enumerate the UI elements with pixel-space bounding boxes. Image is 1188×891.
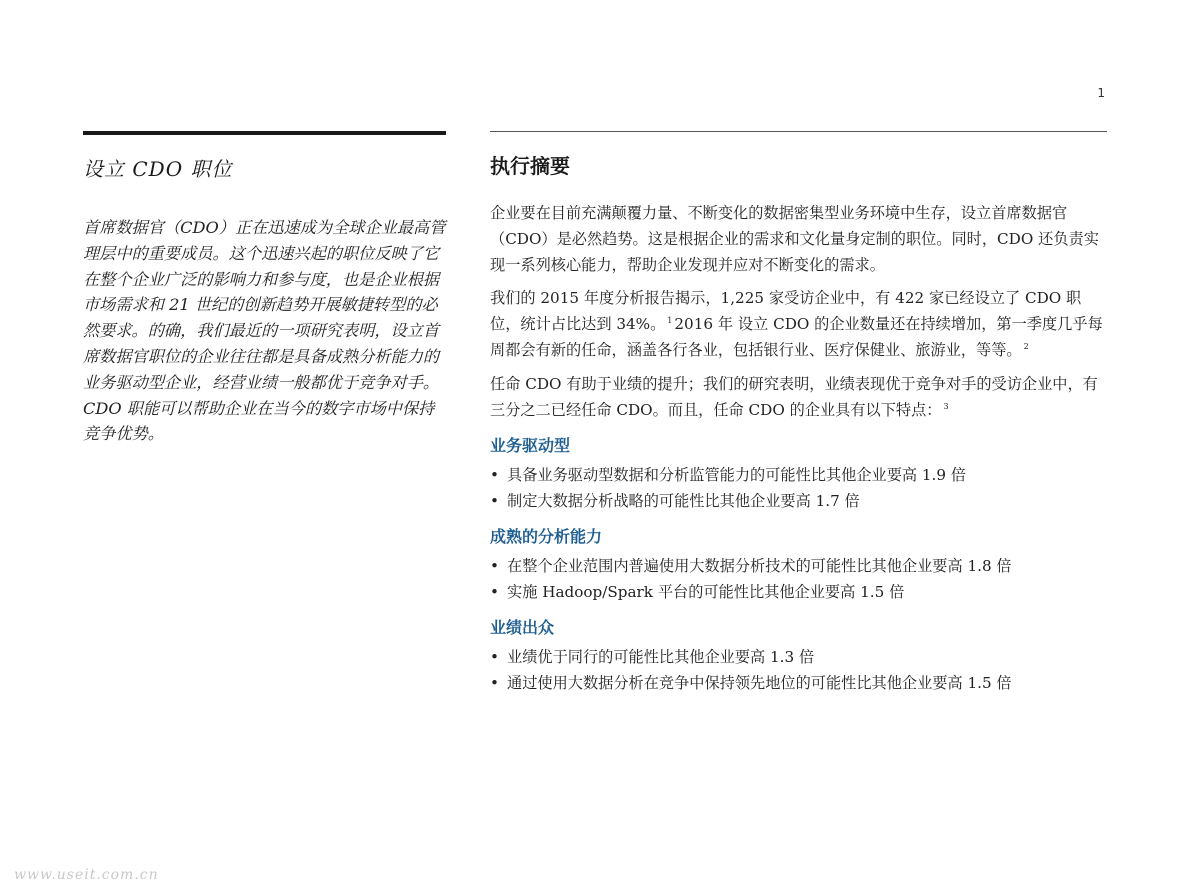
bullet-list-business-driven — [490, 463, 1107, 514]
list-item — [490, 489, 1107, 515]
list-item — [490, 580, 1107, 606]
bullet-icon: • — [490, 673, 499, 692]
site-watermark: www.useit.com.cn — [14, 867, 159, 883]
bullet-icon: • — [490, 466, 499, 485]
paragraph-3 — [490, 372, 1107, 424]
bullet-list-outperform — [490, 645, 1107, 696]
footnote-ref-2[interactable]: 2 — [1023, 341, 1029, 351]
list-item — [490, 554, 1107, 580]
main-column — [490, 131, 1107, 696]
section-title: 执行摘要 — [490, 154, 570, 178]
paragraph-3-text: 任命 CDO 有助于业绩的提升；我们的研究表明，业绩表现优于竞争对手的受访企业中，有三分之二已经任命 CDO。而且，任命 CDO 的企业具有以下特点： — [490, 374, 1098, 419]
sidebar-title: 设立 CDO 职位 — [83, 157, 233, 181]
footnote-ref-1[interactable]: 1 — [667, 316, 673, 326]
footnote-ref-3[interactable]: 3 — [943, 401, 949, 411]
page-number: 1 — [1097, 86, 1105, 100]
bullet-icon: • — [490, 648, 499, 667]
sidebar-body: 首席数据官（CDO）正在迅速成为全球企业最高管理层中的重要成员。这个迅速兴起的职位反映了它在整个企业广泛的影响力和参与度，也是企业根据市场需求和 21 世纪的创新趋势开展敏捷转型的必然要求。的确，我们最近的一项研究表明，设立首席数据官职位的企业往往都是具备成熟分析能力的业务驱动型企业，经营业绩一般都优于竞争对手。CDO 职能可以帮助企业在当今的数字市场中保持竞争优势。 — [83, 218, 446, 444]
list-item-text: 业绩优于同行的可能性比其他企业要高 1.3 倍 — [507, 648, 815, 667]
list-item-text: 通过使用大数据分析在竞争中保持领先地位的可能性比其他企业要高 1.5 倍 — [507, 673, 1012, 692]
bullet-list-mature-analytics — [490, 554, 1107, 605]
subheading-business-driven: 业务驱动型 — [490, 436, 571, 456]
list-item — [490, 645, 1107, 671]
subheading-mature-analytics: 成熟的分析能力 — [490, 527, 603, 547]
list-item-text: 在整个企业范围内普遍使用大数据分析技术的可能性比其他企业要高 1.8 倍 — [507, 557, 1012, 576]
list-item — [490, 463, 1107, 489]
bullet-icon: • — [490, 491, 499, 510]
subheading-outperform: 业绩出众 — [490, 618, 555, 638]
list-item — [490, 671, 1107, 697]
list-item-text: 制定大数据分析战略的可能性比其他企业要高 1.7 倍 — [507, 491, 860, 510]
bullet-icon: • — [490, 582, 499, 601]
sidebar-column — [83, 131, 446, 447]
list-item-text: 具备业务驱动型数据和分析监管能力的可能性比其他企业要高 1.9 倍 — [507, 466, 967, 485]
bullet-icon: • — [490, 557, 499, 576]
right-divider — [490, 131, 1107, 132]
paragraph-2-text-b: 2016 年 设立 CDO 的企业数量还在持续增加，第一季度几乎每周都会有新的任命，涵盖各行各业，包括银行业、医疗保健业、旅游业，等等。 — [490, 315, 1103, 359]
paragraph-1: 企业要在目前充满颠覆力量、不断变化的数据密集型业务环境中生存，设立首席数据官（CDO）是必然趋势。这是根据企业的需求和文化量身定制的职位。同时，CDO 还负责实现一系列核心能力，帮助企业发现并应对不断变化的需求。 — [490, 204, 1099, 274]
paragraph-2 — [490, 286, 1107, 363]
left-divider — [83, 131, 446, 135]
paragraph-2-text-a: 我们的 2015 年度分析报告揭示，1,225 家受访企业中，有 422 家已经设立了 CDO 职位，统计占比达到 34%。 — [490, 289, 1082, 334]
list-item-text: 实施 Hadoop/Spark 平台的可能性比其他企业要高 1.5 倍 — [507, 582, 905, 601]
